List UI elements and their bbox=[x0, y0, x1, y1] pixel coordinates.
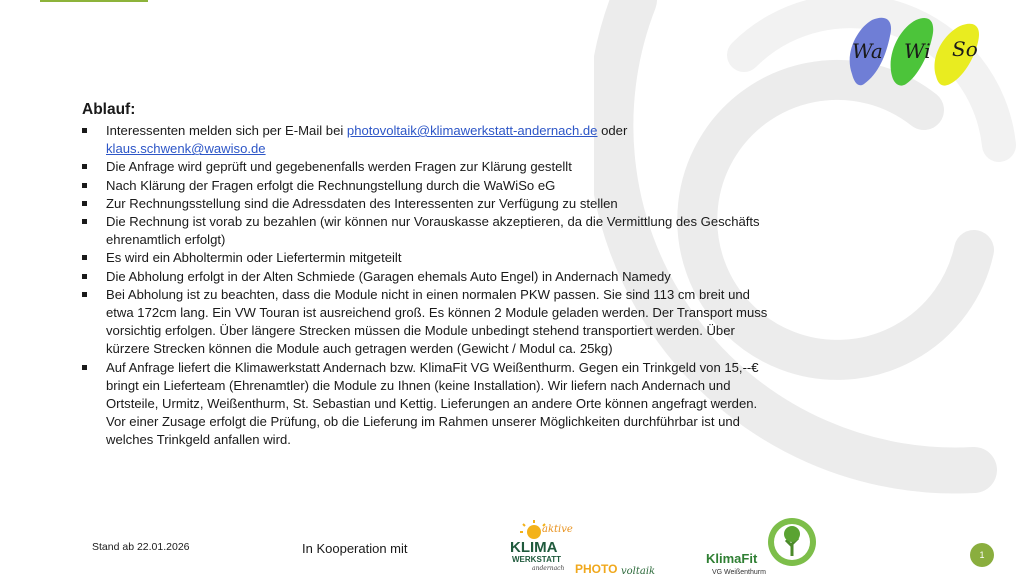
photo-logo-part2: voltaik bbox=[621, 566, 656, 577]
bullet-icon bbox=[82, 183, 87, 188]
list-item: Die Abholung erfolgt in der Alten Schmiede (Garagen ehemals Auto Engel) in Andernach Namedy bbox=[82, 268, 772, 286]
photovoltaik-logo bbox=[575, 556, 665, 578]
top-accent-line bbox=[40, 0, 148, 2]
page-number-badge: 1 bbox=[970, 543, 994, 567]
klimawerkstatt-logo bbox=[504, 520, 576, 572]
list-item: Die Rechnung ist vorab zu bezahlen (wir können nur Vorauskasse akzeptieren, da die Vermittlung des Geschäfts ehrenamtlich erfolgt) bbox=[82, 213, 772, 249]
photo-logo-part1: PHOTO bbox=[575, 562, 618, 576]
wawiso-logo-text-wi: Wi bbox=[904, 39, 931, 63]
list-item: Bei Abholung ist zu beachten, dass die Module nicht in einen normalen PKW passen. Sie sind 113 cm breit und etwa 172cm lang. Ein VW Touran ist ausreichend groß. Es können 2 Module geladen werden. Der Transport muss vorsichtig erfolgen. Über längere Strecken müssen die Module unbedingt stehend transportiert werden. Über kürzere Strecken können die Module auch getragen werden (Gewicht / Modul ca. 25kg) bbox=[82, 286, 772, 359]
wawiso-logo-text-wa: Wa bbox=[852, 39, 883, 63]
list-item: Interessenten melden sich per E-Mail bei photovoltaik@klimawerkstatt-andernach.de oder klaus.schwenk@wawiso.de bbox=[82, 122, 772, 158]
steps-list bbox=[82, 122, 772, 450]
email-link-wawiso[interactable]: klaus.schwenk@wawiso.de bbox=[106, 141, 266, 157]
stand-date: Stand ab 22.01.2026 bbox=[92, 541, 190, 553]
bullet-icon bbox=[82, 255, 87, 260]
bullet-icon bbox=[82, 292, 87, 297]
section-heading: Ablauf: bbox=[82, 101, 136, 118]
kooperation-label: In Kooperation mit bbox=[302, 541, 408, 556]
klimafit-logo bbox=[702, 516, 824, 576]
list-item: Nach Klärung der Fragen erfolgt die Rechnungstellung durch die WaWiSo eG bbox=[82, 177, 772, 195]
content-block bbox=[82, 101, 772, 450]
wawiso-logo-text-so: So bbox=[952, 37, 978, 61]
email-link-klimawerkstatt[interactable]: photovoltaik@klimawerkstatt-andernach.de bbox=[346, 123, 598, 138]
bullet-icon bbox=[82, 164, 87, 169]
klimafit-logo-name: KlimaFit bbox=[706, 551, 758, 566]
wawiso-logo bbox=[842, 14, 992, 88]
list-item: Es wird ein Abholtermin oder Liefertermin mitgeteilt bbox=[82, 249, 772, 267]
klima-logo-main2: WERKSTATT bbox=[512, 555, 562, 564]
bullet-icon bbox=[82, 365, 87, 370]
klima-logo-sub: andernach bbox=[532, 565, 565, 572]
bullet-icon bbox=[82, 274, 87, 279]
list-item: Zur Rechnungsstellung sind die Adressdaten des Interessenten zur Verfügung zu stellen bbox=[82, 195, 772, 213]
list-item: Auf Anfrage liefert die Klimawerkstatt Andernach bzw. KlimaFit VG Weißenthurm. Gegen ein Trinkgeld von 15,--€ bringt ein Lieferteam (Ehrenamtler) die Module zu Ihnen (keine Installation). Wir liefern nach Andernach und Ortsteile, Urmitz, Weißenthurm, St. Sebastian und Kettig. Lieferungen an andere Orte können angefragt werden. Vor einer Zusage erfolgt die Prüfung, ob die Lieferung im Rahmen unserer Möglichkeiten durchführbar ist und welches Trinkgeld anfallen wird. bbox=[82, 359, 772, 450]
klimafit-logo-sub: VG Weißenthurm bbox=[712, 569, 766, 576]
bullet-icon bbox=[82, 201, 87, 206]
list-item: Die Anfrage wird geprüft und gegebenenfalls werden Fragen zur Klärung gestellt bbox=[82, 158, 772, 176]
klima-logo-main1: KLIMA bbox=[510, 539, 558, 556]
bullet-icon bbox=[82, 219, 87, 224]
bullet-icon bbox=[82, 128, 87, 133]
klima-logo-top: aktive bbox=[542, 524, 573, 535]
